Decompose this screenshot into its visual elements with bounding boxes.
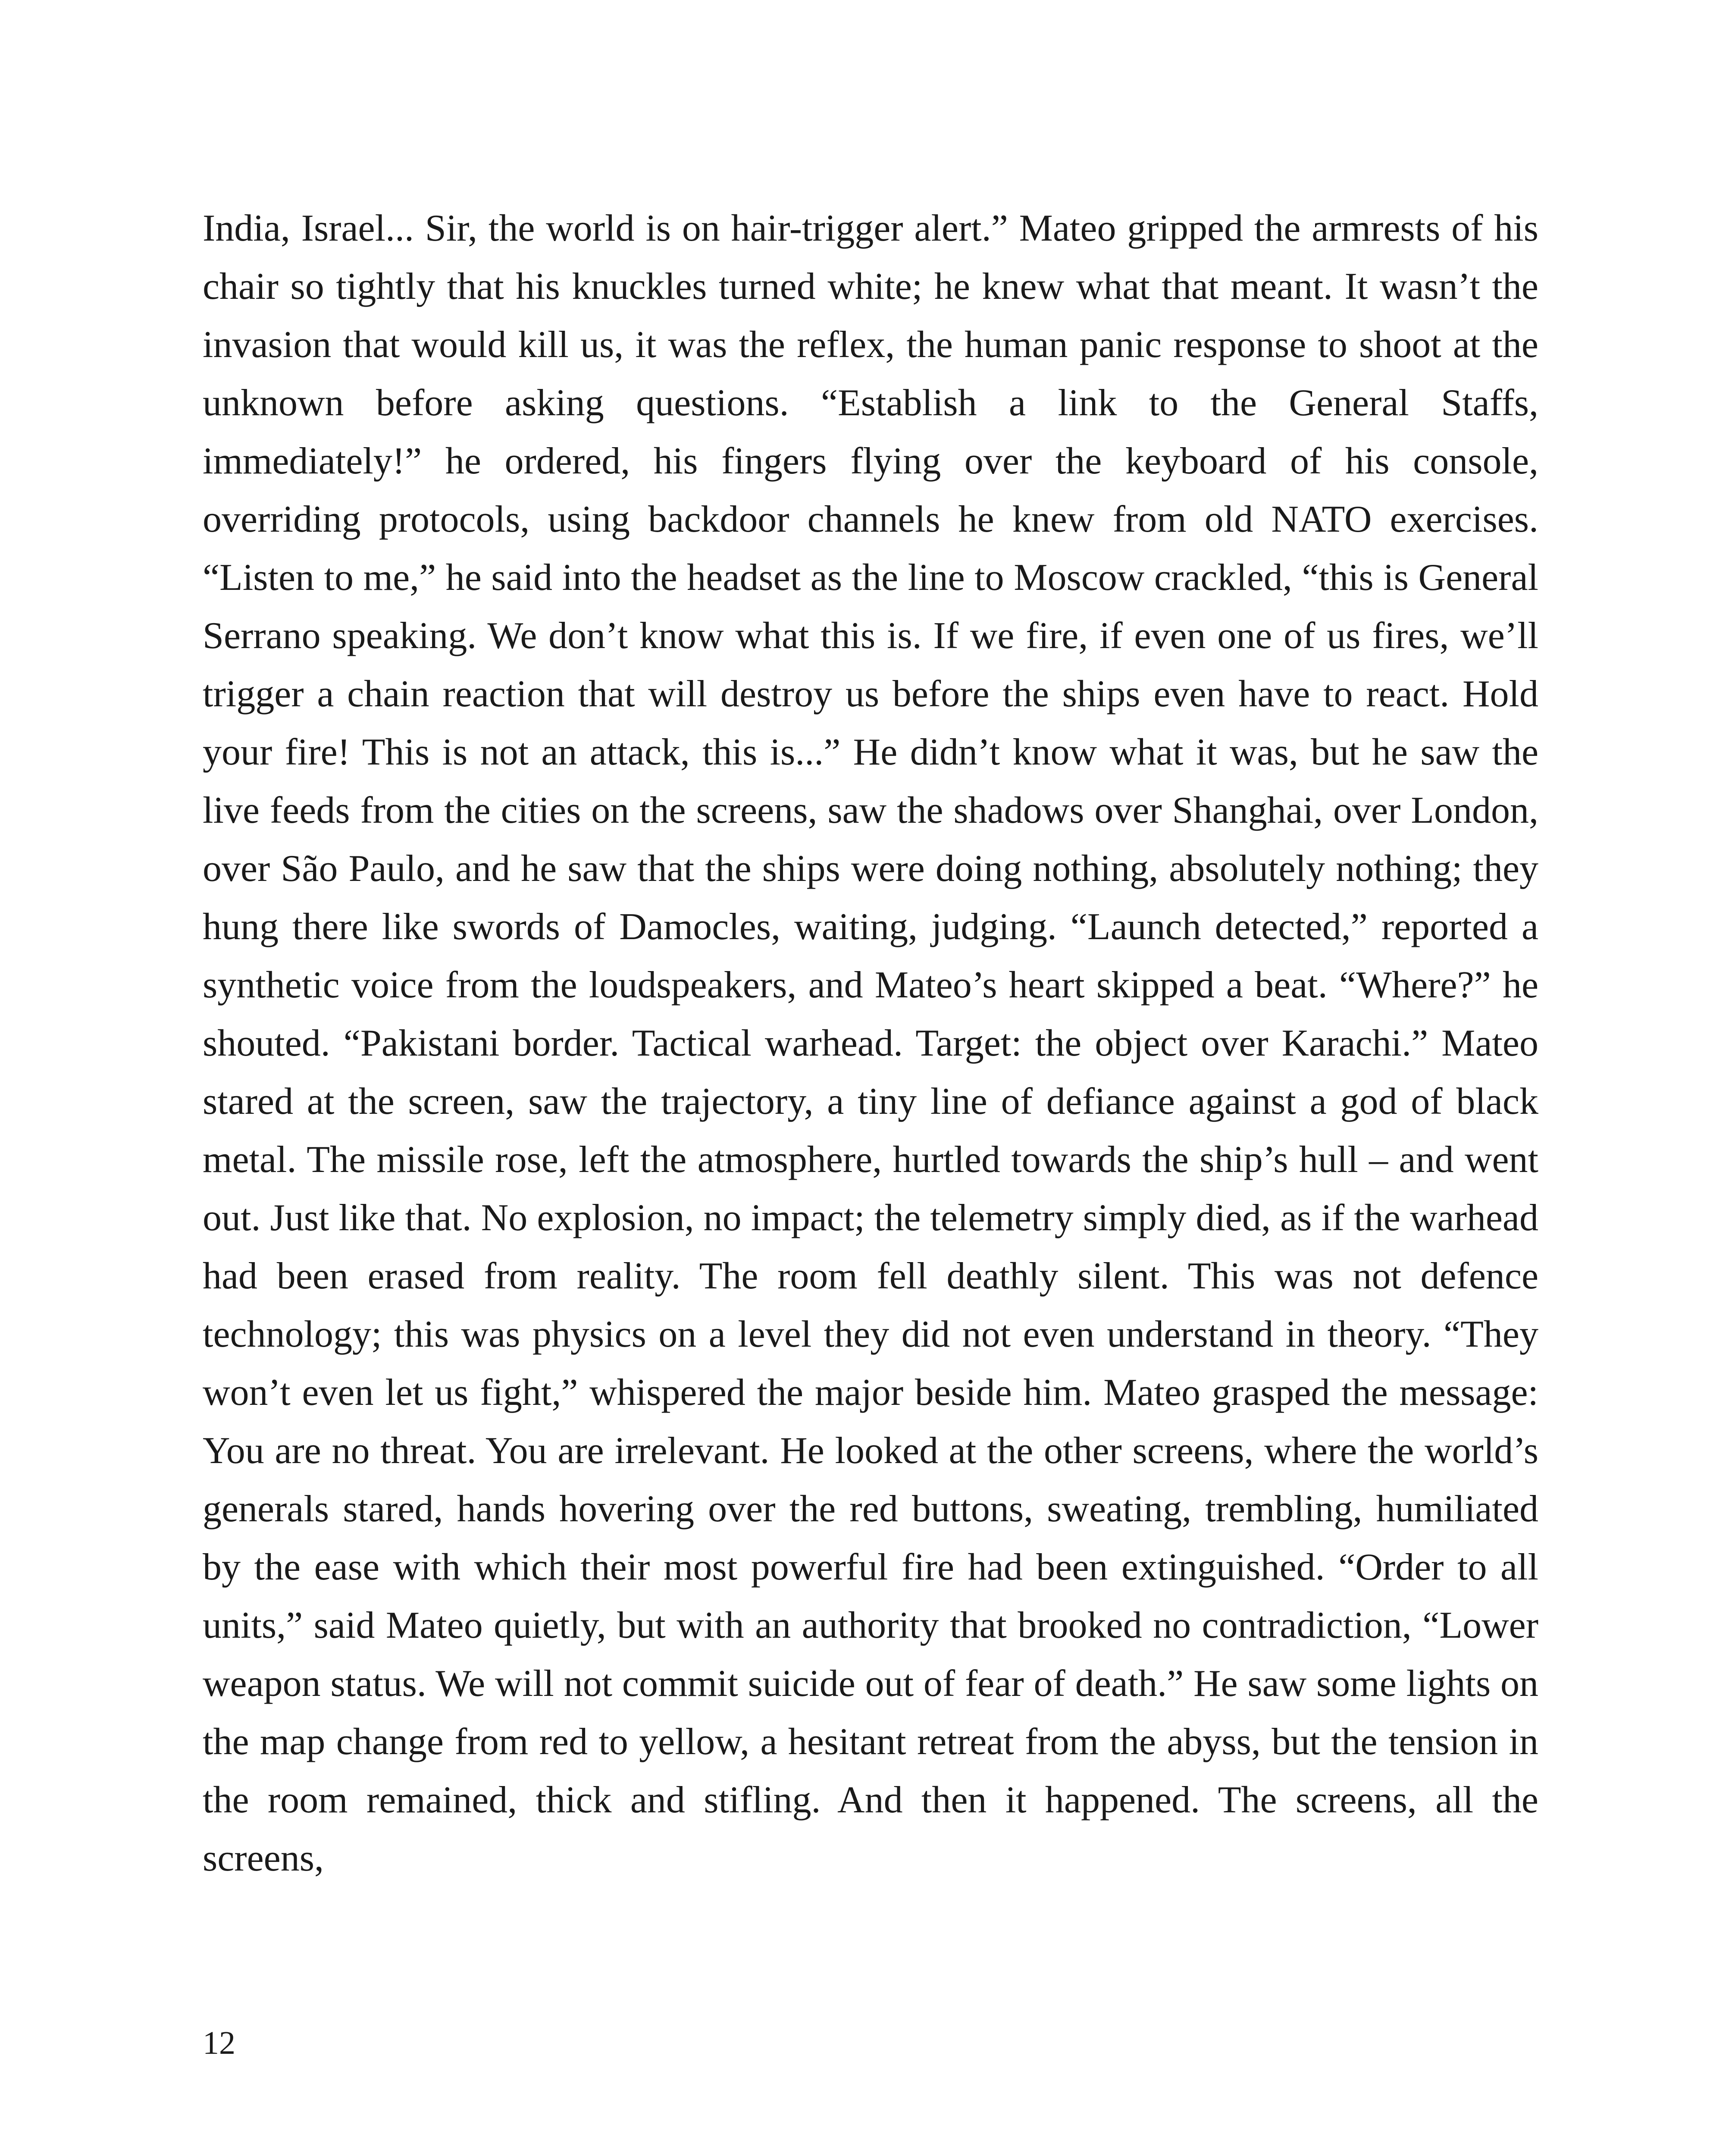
page-number: 12 xyxy=(203,2025,235,2061)
body-paragraph: India, Israel... Sir, the world is on hair-trigger alert.” Mateo gripped the armrests of his chair so tightly that his knuckles turned white; he knew what that meant. It wasn’t the invasion that would kill us, it was the reflex, the human panic response to shoot at the unknown before asking questions. “Establish a link to the General Staffs, immediately!” he ordered, his fingers flying over the keyboard of his console, overriding protocols, using backdoor channels he knew from old NATO exercises. “Listen to me,” he said into the headset as the line to Moscow crackled, “this is General Serrano speaking. We don’t know what this is. If we fire, if even one of us fires, we’ll trigger a chain reaction that will destroy us before the ships even have to react. Hold your fire! This is not an attack, this is...” He didn’t know what it was, but he saw the live feeds from the cities on the screens, saw the shadows over Shanghai, over London, over São Paulo, and he saw that the ships were doing nothing, absolutely nothing; they hung there like swords of Damocles, waiting, judging. “Launch detected,” reported a synthetic voice from the loudspeakers, and Mateo’s heart skipped a beat. “Where?” he shouted. “Pakistani border. Tactical warhead. Target: the object over Karachi.” Mateo stared at the screen, saw the trajectory, a tiny line of defiance against a god of black metal. The missile rose, left the atmosphere, hurtled towards the ship’s hull – and went out. Just like that. No explosion, no impact; the telemetry simply died, as if the warhead had been erased from reality. The room fell deathly silent. This was not defence technology; this was physics on a level they did not even understand in theory. “They won’t even let us fight,” whispered the major beside him. Mateo grasped the message: You are no threat. You are irrelevant. He looked at the other screens, where the world’s generals stared, hands hovering over the red buttons, sweating, trembling, humiliated by the ease with which their most powerful fire had been extinguished. “Order to all units,” said Mateo quietly, but with an authority that brooked no contradiction, “Lower weapon status. We will not commit suicide out of fear of death.” He saw some lights on the map change from red to yellow, a hesitant retreat from the abyss, but the tension in the room remained, thick and stifling. And then it happened. The screens, all the screens, xyxy=(203,207,1538,1879)
